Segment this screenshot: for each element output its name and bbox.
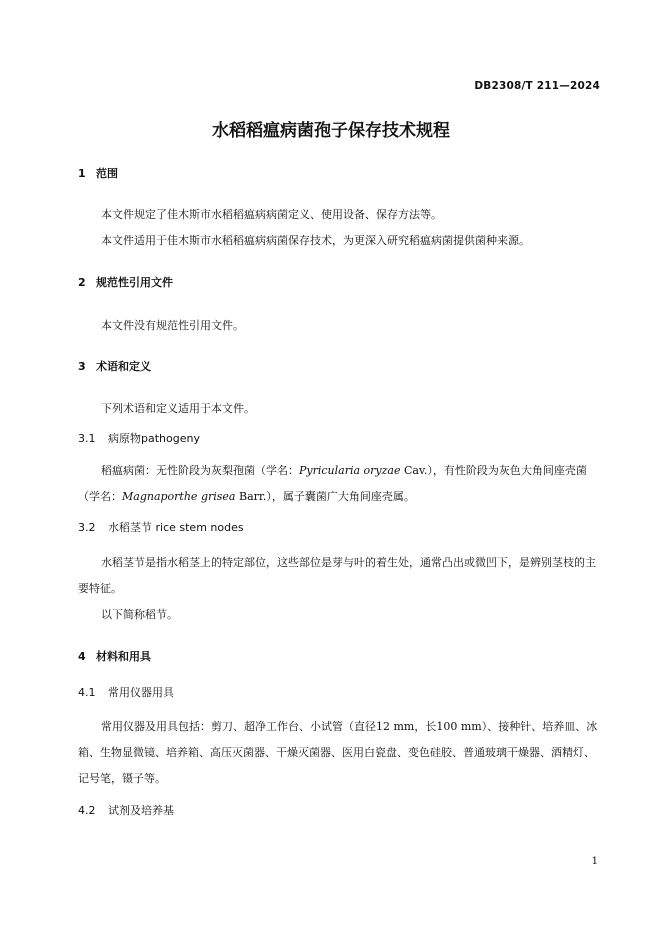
section-number: 4 xyxy=(78,650,86,663)
page-number: 1 xyxy=(591,856,598,867)
paragraph: 水稻茎节是指水稻茎上的特定部位，这些部位是芽与叶的着生处，通常凸出或微凹下，是辨别茎枝的主要特征。 xyxy=(78,556,596,595)
section-title: 材料和用具 xyxy=(96,650,151,663)
section-title: 范围 xyxy=(96,167,118,180)
subsection-4-1-heading xyxy=(78,684,174,700)
text-run: 稻瘟病菌：无性阶段为灰梨孢菌（学名： xyxy=(101,464,299,477)
paragraph xyxy=(78,458,598,510)
subsection-title: 水稻茎节 rice stem nodes xyxy=(108,521,244,534)
subsection-title: 试剂及培养基 xyxy=(108,804,174,817)
document-title: 水稻稻瘟病菌孢子保存技术规程 xyxy=(212,121,450,141)
subsection-3-1-heading xyxy=(78,430,200,446)
section-number: 3 xyxy=(78,360,86,373)
paragraph: 本文件适用于佳木斯市水稻稻瘟病病菌保存技术，为更深入研究稻瘟病菌提供菌种来源。 xyxy=(101,234,530,247)
subsection-4-2-heading xyxy=(78,802,174,818)
section-3-heading xyxy=(78,358,151,374)
section-number: 1 xyxy=(78,167,86,180)
subsection-number: 3.2 xyxy=(78,521,96,534)
subsection-title: 病原物pathogeny xyxy=(108,432,200,445)
subsection-number: 3.1 xyxy=(78,432,96,445)
section-number: 2 xyxy=(78,276,86,289)
section-title: 术语和定义 xyxy=(96,360,151,373)
subsection-3-2-heading xyxy=(78,519,244,535)
paragraph: 下列术语和定义适用于本文件。 xyxy=(101,402,255,415)
document-code: DB2308/T 211—2024 xyxy=(474,80,600,92)
section-1-heading xyxy=(78,165,118,181)
subsection-number: 4.2 xyxy=(78,804,96,817)
paragraph: 以下简称稻节。 xyxy=(101,608,178,621)
text-run: Cav.），有性阶段为灰色大角间座壳菌（学名： xyxy=(78,464,587,503)
paragraph: 本文件没有规范性引用文件。 xyxy=(101,319,244,332)
text-run: Barr.），属子囊菌广大角间座壳属。 xyxy=(235,490,415,503)
paragraph: 常用仪器及用具包括：剪刀、超净工作台、小试管（直径12 mm，长100 mm）、接种针、培养皿、冰箱、生物显微镜、培养箱、高压灭菌器、干燥灭菌器、医用白瓷盘、变色硅胶、普通玻璃干燥器、酒精灯、记号笔，镊子等。 xyxy=(78,720,598,785)
scientific-name: Magnaporthe grisea xyxy=(122,490,236,503)
section-2-heading xyxy=(78,274,173,290)
section-4-heading xyxy=(78,648,151,664)
paragraph: 本文件规定了佳木斯市水稻稻瘟病病菌定义、使用设备、保存方法等。 xyxy=(101,208,442,221)
subsection-number: 4.1 xyxy=(78,686,96,699)
subsection-title: 常用仪器用具 xyxy=(108,686,174,699)
scientific-name: Pyricularia oryzae xyxy=(299,464,401,477)
section-title: 规范性引用文件 xyxy=(96,276,173,289)
